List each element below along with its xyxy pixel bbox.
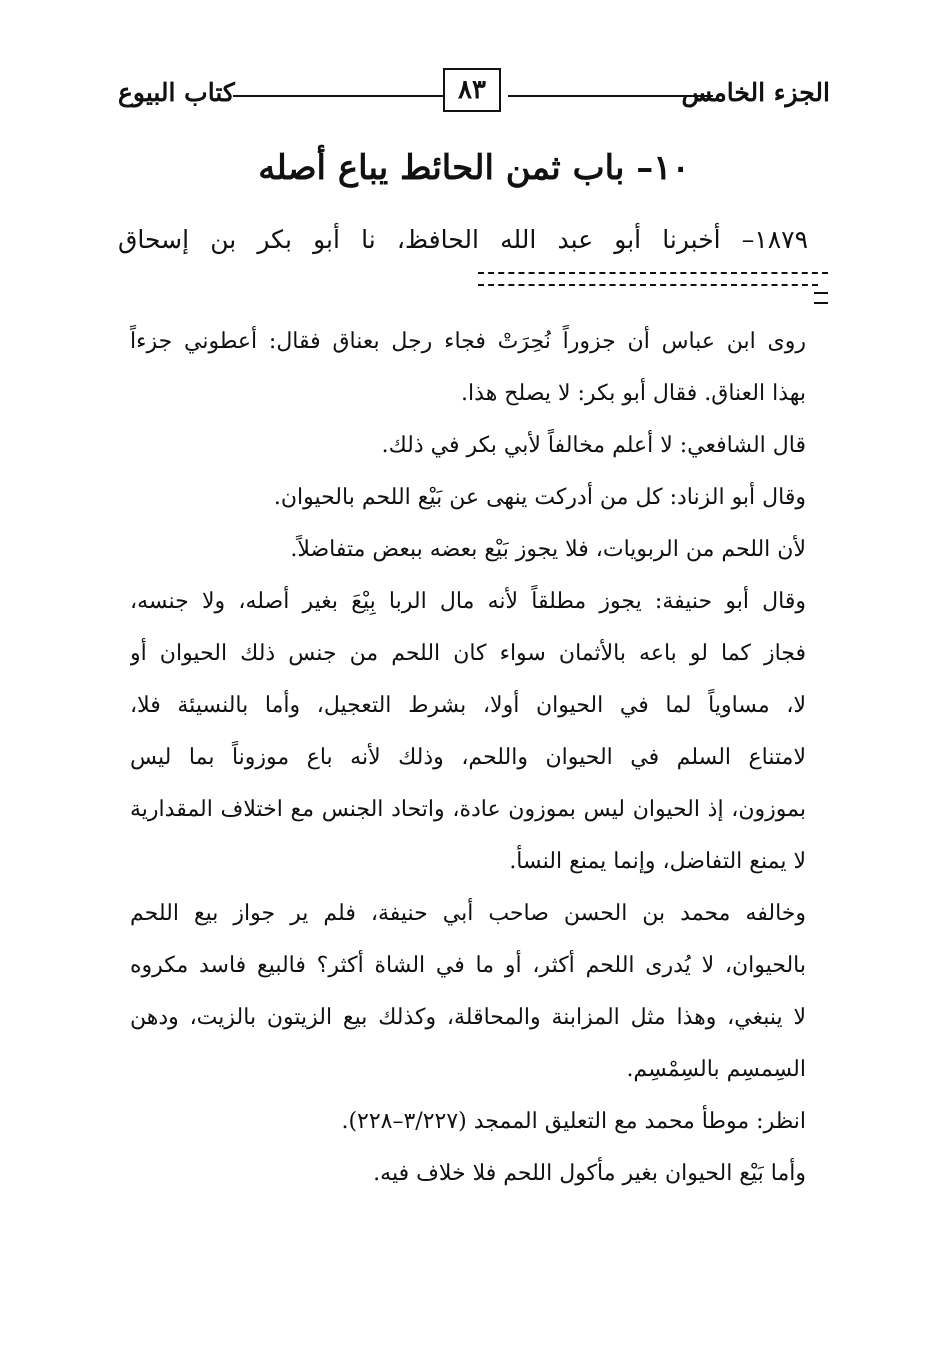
book-label: كتاب البيوع bbox=[118, 78, 235, 107]
header-rule-left bbox=[233, 95, 443, 97]
hadith-text: ١٨٧٩– أخبرنا أبو عبد الله الحافظ، نا أبو بكر بن إسحاق bbox=[118, 225, 808, 254]
footnote-line: بهذا العناق. فقال أبو بكر: لا يصلح هذا. bbox=[461, 381, 806, 406]
footnote-line: روى ابن عباس أن جزوراً نُحِرَتْ فجاء رجل بعناق فقال: أعطوني جزءاً bbox=[130, 329, 806, 354]
header-rule-right bbox=[508, 95, 713, 97]
footnote-line: انظر: موطأ محمد مع التعليق الممجد (٣/٢٢٧–٢٢٨). bbox=[341, 1109, 806, 1134]
footnote-line: وخالفه محمد بن الحسن صاحب أبي حنيفة، فلم ير جواز بيع اللحم bbox=[130, 901, 806, 926]
footnote-separator bbox=[478, 272, 828, 302]
footnote-line: وقال أبو حنيفة: يجوز مطلقاً لأنه مال الربا بِيْعَ بغير أصله، ولا جنسه، bbox=[130, 589, 806, 614]
volume-label: الجزء الخامس bbox=[681, 78, 830, 107]
page-header bbox=[118, 68, 830, 122]
separator-dash-1 bbox=[478, 272, 828, 274]
equals-mark bbox=[814, 292, 828, 304]
footnote-line: وقال أبو الزناد: كل من أدركت ينهى عن بَيْع اللحم بالحيوان. bbox=[273, 485, 806, 510]
footnote-line: بموزون، إذ الحيوان ليس بموزون عادة، واتحاد الجنس مع اختلاف المقدارية bbox=[130, 797, 806, 822]
footnote-line: بالحيوان، لا يُدرى اللحم أكثر، أو ما في الشاة أكثر؟ فالبيع فاسد مكروه bbox=[130, 953, 806, 978]
footnote-line: قال الشافعي: لا أعلم مخالفاً لأبي بكر في ذلك. bbox=[381, 433, 806, 458]
footnote-line: لا ينبغي، وهذا مثل المزابنة والمحاقلة، وكذلك بيع الزيتون بالزيت، ودهن bbox=[130, 1005, 806, 1030]
footnote-line: وأما بَيْع الحيوان بغير مأكول اللحم فلا خلاف فيه. bbox=[373, 1161, 806, 1186]
footnote-line: فجاز كما لو باعه بالأثمان سواء كان اللحم من جنس ذلك الحيوان أو bbox=[130, 641, 806, 666]
footnote-line: لأن اللحم من الربويات، فلا يجوز بَيْع بعضه ببعض متفاضلاً. bbox=[290, 537, 806, 562]
footnote-line: السِمسِم بالسِمْسِم. bbox=[626, 1057, 806, 1082]
footnote-line: لا يمنع التفاضل، وإنما يمنع النسأ. bbox=[509, 849, 806, 874]
chapter-title: ١٠– باب ثمن الحائط يباع أصله bbox=[258, 148, 690, 188]
separator-dash-2 bbox=[478, 284, 818, 286]
footnote-line: لا، مساوياً لما في الحيوان أولا، بشرط التعجيل، وأما بالنسيئة فلا، bbox=[130, 693, 806, 718]
footnote-body bbox=[130, 322, 806, 1206]
page-number: ٨٣ bbox=[443, 68, 501, 112]
footnote-line: لامتناع السلم في الحيوان واللحم، وذلك لأنه باع موزوناً بما ليس bbox=[130, 745, 806, 770]
